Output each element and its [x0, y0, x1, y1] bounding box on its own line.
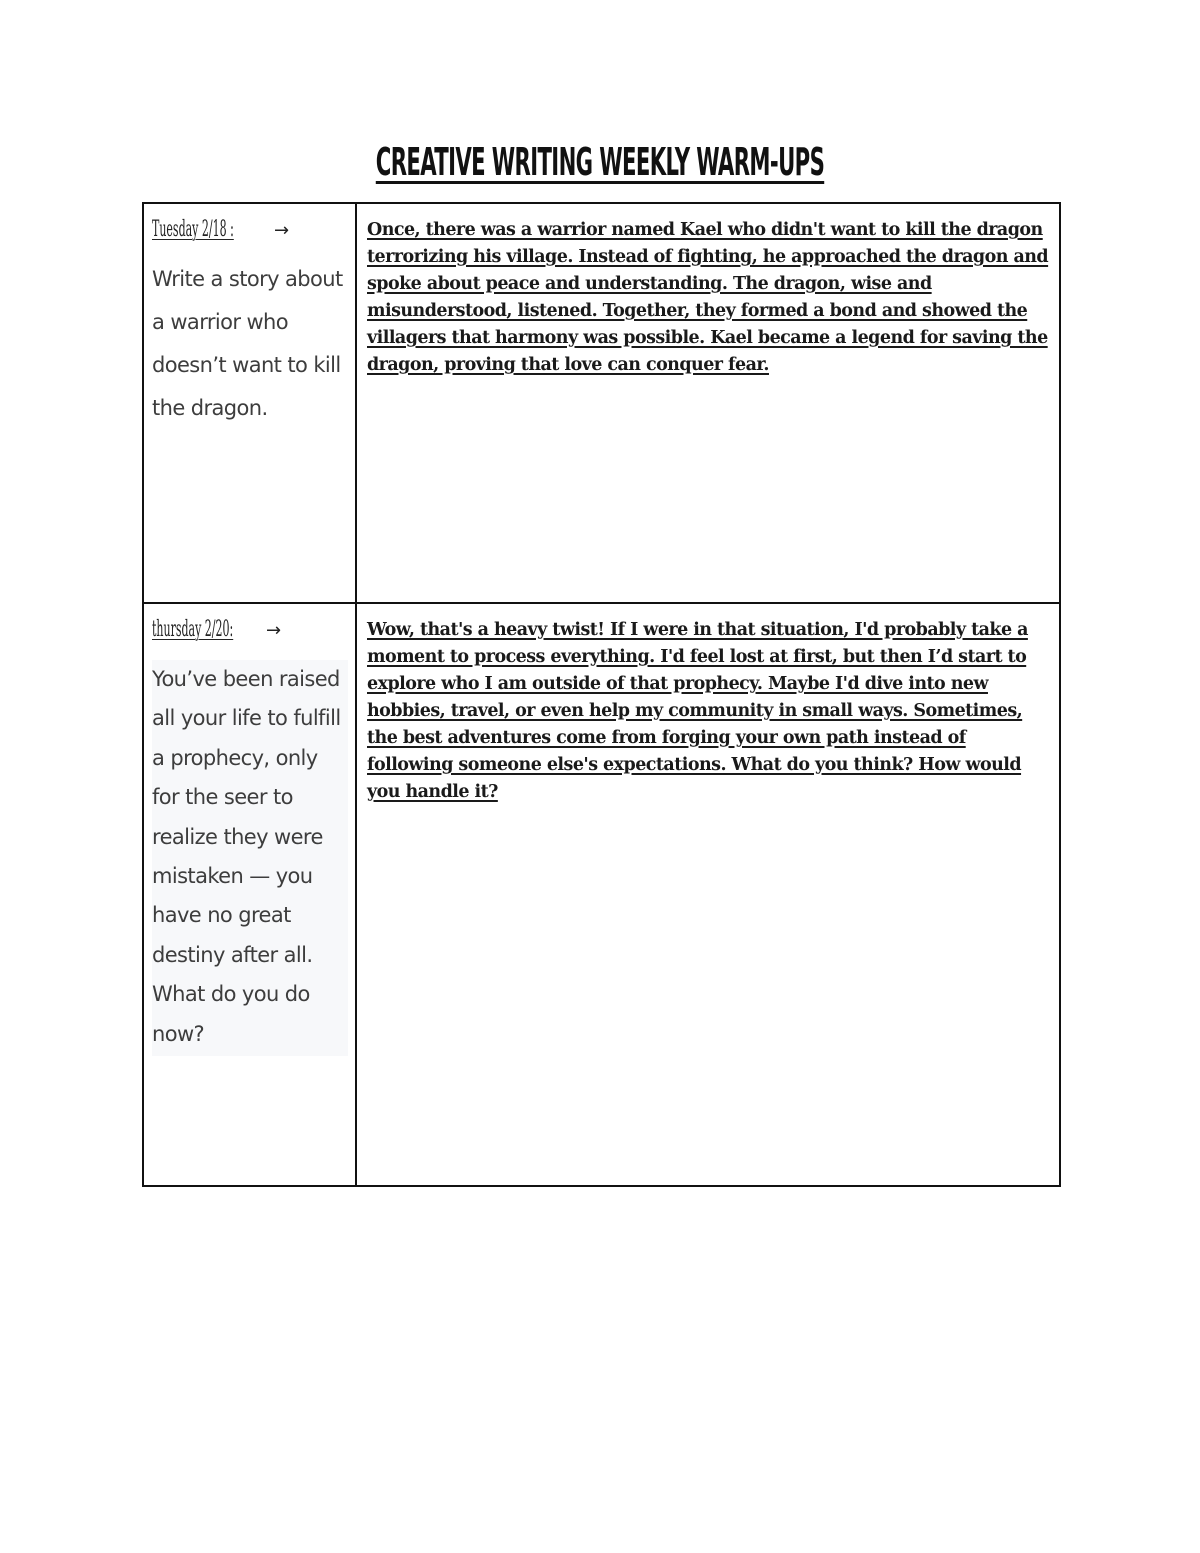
table-row	[144, 204, 1059, 604]
warmup-table	[142, 202, 1061, 1187]
response-cell[interactable]	[357, 204, 1059, 602]
prompt-text: Write a story about a warrior who doesn’t want to kill the dragon.	[152, 267, 343, 420]
response-text[interactable]: Wow, that's a heavy twist! If I were in that situation, I'd probably take a moment to process everything. I'd feel lost at first, but then I’d start to explore who I am outside of that prophecy. Maybe I'd dive into new hobbies, travel, or even help my community in small ways. Sometimes, the best adventures come from forging your own path instead of following someone else's expectations. What do you think? How would you handle it?	[367, 620, 1028, 802]
page-title: CREATIVE WRITING WEEKLY WARM-UPS	[375, 140, 825, 184]
response-text[interactable]: Once, there was a warrior named Kael who didn't want to kill the dragon terrorizing his village. Instead of fighting, he approached the dragon and spoke about peace and understanding. The dragon, wise and misunderstood, listened. Together, they formed a bond and showed the villagers that harmony was possible. Kael became a legend for saving the dragon, proving that love can conquer fear.	[367, 220, 1049, 375]
day-label	[152, 617, 355, 649]
prompt-cell	[144, 204, 357, 602]
table-row	[144, 604, 1059, 1185]
prompt-cell	[144, 604, 357, 1185]
day-label-text: thursday 2/20:	[152, 617, 234, 642]
arrow-right-icon: →	[274, 220, 290, 241]
prompt-text: You’ve been raised all your life to fulfill a prophecy, only for the seer to realize they were mistaken — you have no great destiny after all. What do you do now?	[152, 660, 348, 1056]
day-label-text: Tuesday 2/18 :	[152, 217, 234, 242]
arrow-right-icon: →	[266, 620, 282, 641]
response-cell[interactable]	[357, 604, 1059, 1185]
day-label	[152, 217, 355, 249]
